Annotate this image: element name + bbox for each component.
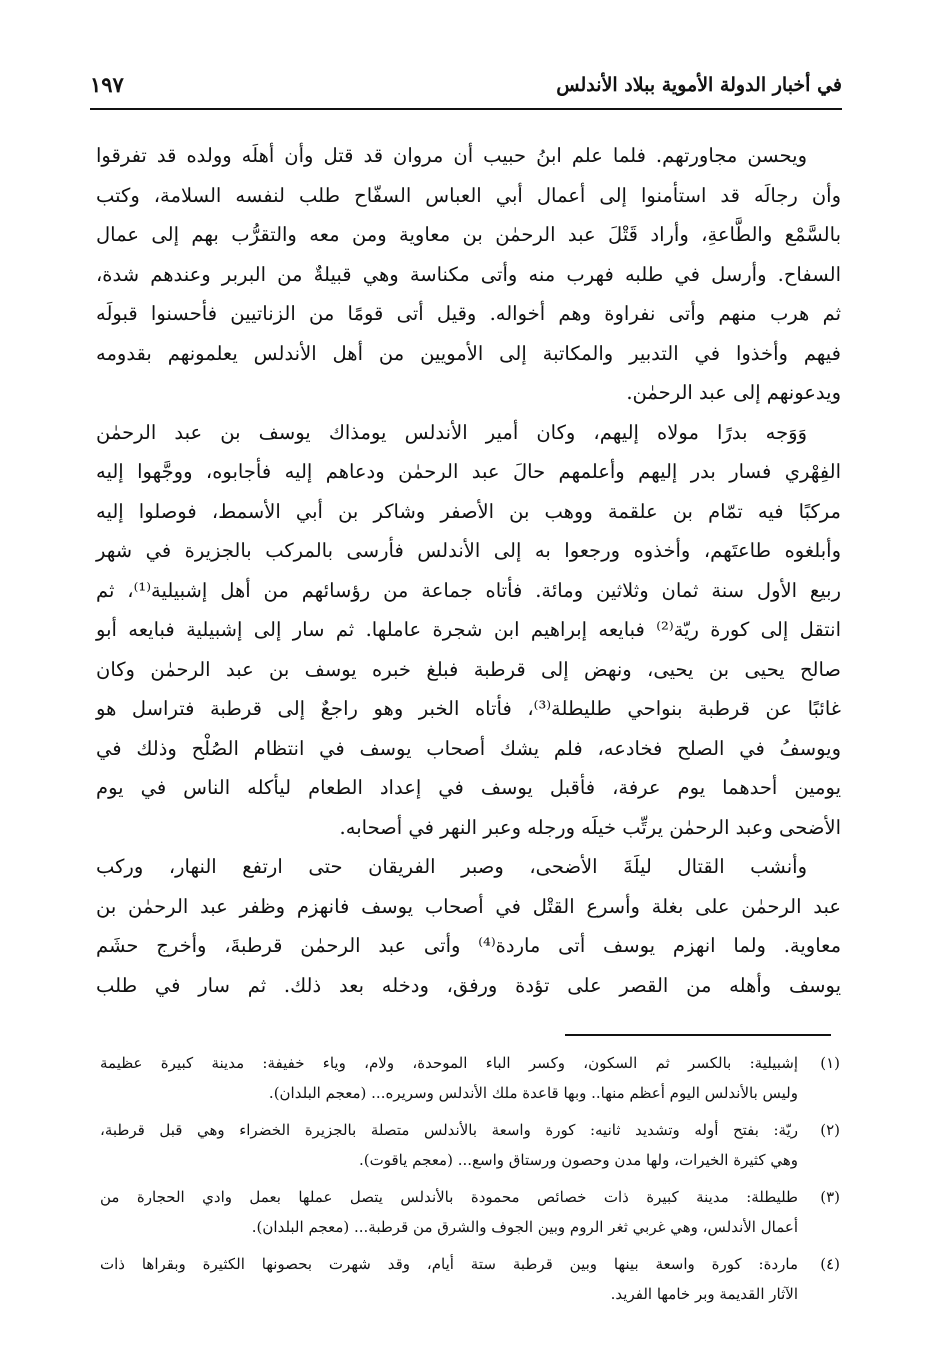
text-line: الأضحى وعبد الرحمٰن يرتِّب خيلَه ورجله وعبر النهر في أصحابه.: [339, 815, 841, 839]
text-line: عبد الرحمٰن على بغلة وأسرع القتْل في أصحاب يوسف فانهزم وظفر عبد الرحمٰن بن: [96, 894, 841, 918]
paragraph: [96, 847, 841, 1005]
footnote-line: طليطلة: مدينة كبيرة ذات خصائص محمودة بالأندلس يتصل عملها بعمل وادي الحجارة من: [100, 1188, 798, 1206]
footnote-line: الآثار القديمة وبر خامها الفريد.: [610, 1285, 798, 1303]
footnote: [100, 1249, 840, 1309]
text-line: صالح يحيى بن يحيى، ونهض إلى قرطبة فبلغ خبره يوسف بن عبد الرحمٰن وكان: [96, 657, 841, 681]
text-line: ثم هرب منهم وأتى نفراوة وهم أخواله. وقيل أتى قومًا من الزناتيين فأحسنوا قبولَه: [96, 302, 841, 325]
running-title: في أخبار الدولة الأموية ببلاد الأندلس: [556, 74, 842, 96]
text-line: الفِهْري فسار بدر إليهم وأعلمهم حالَ عبد الرحمٰن ودعاهم إليه فأجابوه، ووجَّهوا إليه: [96, 460, 841, 483]
footnote-line: وهي كثيرة الخيرات، ولها مدن وحصون ورستاق واسع... (معجم ياقوت).: [358, 1151, 798, 1169]
text-line: يوسف وأهله من القصر على تؤدة ورفق، ودخله بعد ذلك. ثم سار في طلب: [96, 973, 841, 997]
text-line: بالسَّمْع والطَّاعةِ، وأراد قَتْلَ عبد الرحمٰن بن معاوية ومن معه والتقرُّب بهم إلى عمال: [96, 223, 841, 246]
text-line: ربيع الأول سنة ثمان وثلاثين ومائة. فأتاه جماعة من رؤسائهم من أهل إشبيلية⁽¹⁾، ثم: [96, 578, 842, 602]
footnote-text: [100, 1182, 798, 1242]
footnote-line: ريّة: بفتح أوله وتشديد ثانيه: كورة واسعة بالأندلس متصلة بالجزيرة الخضراء وهي قبل قرطبة،: [100, 1121, 798, 1139]
text-line: وأبلغوه طاعتَهم، وأخذوه ورجعوا به إلى الأندلس فأرسى بالمركب بالجزيرة في شهر: [96, 539, 841, 562]
footnote-line: إشبيلية: بالكسر ثم السكون، وكسر الباء الموحدة، ولام، وياء خفيفة: مدينة كبيرة عظيمة: [100, 1054, 798, 1072]
footnote-line: وليس بالأندلس اليوم أعظم منها.. وبها قاعدة ملك الأندلس وسريره... (معجم البلدان).: [268, 1084, 798, 1102]
footnote-separator: [565, 1034, 831, 1036]
body-text: [96, 136, 841, 1005]
text-line: وأنشب القتال ليلَةَ الأضحى، وصبر الفريقان حتى ارتفع النهار، وركب: [96, 855, 807, 878]
footnote-text: [100, 1115, 798, 1175]
text-line: ويوسفُ في الصلح فخادعه، فلم يشك أصحاب يوسف في انتظام الصُلْح وذلك في: [96, 736, 841, 760]
footnote-number: (٣): [820, 1188, 840, 1206]
footnote-number: (٢): [820, 1121, 840, 1139]
text-line: معاوية. ولما انهزم يوسف أتى ماردة⁽⁴⁾ وأتى عبد الرحمٰن قرطبةَ، وأخرج حشَم: [96, 934, 842, 957]
text-line: مركبًا فيه تمّام بن علقمة ووهب بن الأصفر وشاكر بن أبي الأسمط، فوصلوا إليه: [96, 499, 841, 523]
footnote-number: (١): [820, 1054, 840, 1072]
footnote-text: [100, 1249, 798, 1309]
text-line: ويحسن مجاورتهم. فلما علم ابنُ حبيب أن مروان قد قتل وأن أهلَه وولده قد تفرقوا: [96, 144, 807, 167]
footnote-line: ماردة: كورة واسعة بينها وبين قرطبة ستة أيام، وقد شهرت بحصونها الكثيرة وبقراها ذات: [100, 1255, 798, 1273]
footnote: [100, 1182, 840, 1242]
footnotes: [100, 1048, 840, 1316]
text-line: وأن رجالَه قد استأمنوا إلى أعمال أبي العباس السفّاح طلب لنفسه السلامة، وكتب: [96, 183, 841, 207]
text-line: ويدعونهم إلى عبد الرحمٰن.: [626, 381, 841, 404]
footnote-text: [100, 1048, 798, 1108]
text-line: انتقل إلى كورة ريّة⁽²⁾ فبايعه إبراهيم ابن شجرة عاملها. ثم سار إلى إشبيلية فبايعه أبو: [96, 618, 841, 641]
footnote: [100, 1115, 840, 1175]
footnote-line: أعمال الأندلس، وهي غربي ثغر الروم وبين الجوف والشرق من قرطبة... (معجم البلدان).: [251, 1218, 798, 1236]
text-line: السفاح. وأرسل في طلبه فهرب منه وأتى مكناسة وهي قبيلةٌ من البربر وعندهم شدة،: [96, 262, 841, 286]
page-number: ١٩٧: [90, 72, 124, 97]
text-line: فيهم وأخذوا في التدبير والمكاتبة إلى الأمويين من أهل الأندلس يعلمونهم بقدومه: [96, 341, 841, 365]
running-header: [90, 68, 842, 110]
paragraph: [96, 136, 841, 413]
text-line: وَوَجه بدرًا مولاه إليهم، وكان أمير الأندلس يومذاك يوسف بن عبد الرحمٰن: [96, 420, 807, 444]
text-line: غائبًا عن قرطبة بنواحي طليطلة⁽³⁾، فأتاه الخبر وهو راجعٌ إلى قرطبة فتراسل هو: [96, 697, 841, 720]
footnote: [100, 1048, 840, 1108]
text-line: يومين أحدهما يوم عرفة، فأقبل يوسف في إعداد الطعام ليأكله الناس في يوم: [96, 776, 841, 799]
footnote-number: (٤): [820, 1255, 840, 1273]
paragraph: [96, 413, 841, 848]
